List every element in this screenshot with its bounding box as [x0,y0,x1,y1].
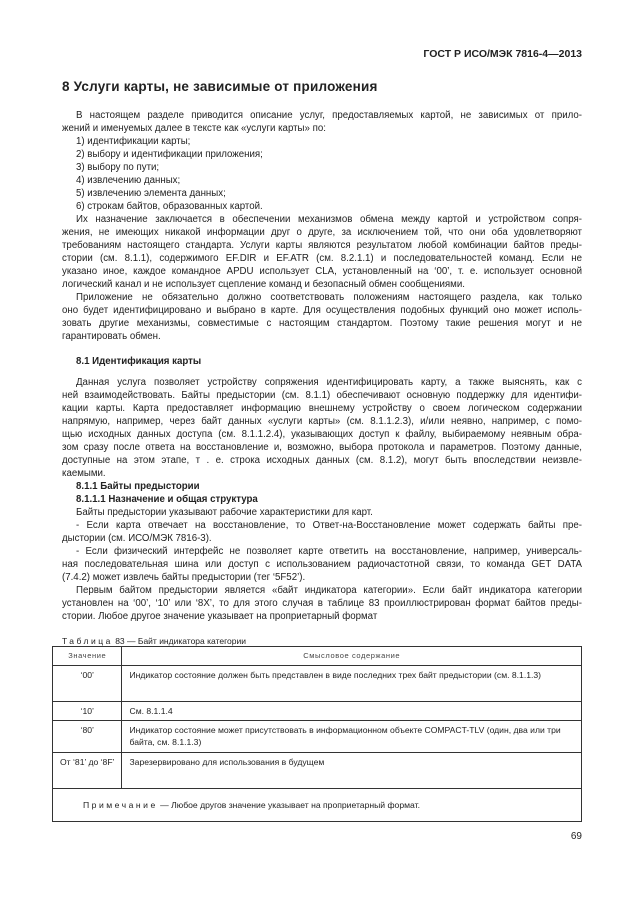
text-line: доступные на этом этапе, т . е. строка исходных данных (см. 8.1.2), могут быть впоследствии неизвле- [62,455,582,466]
table-caption-prefix: Таблица [62,636,113,646]
cell-meaning: Индикатор состояние может присутствовать в информационном объекте COMPACT-TLV (один, два или три байта, см. 8.1.1.3) [122,721,582,753]
text-line: кации карты. Карта предоставляет информацию внешнему устройству о своем логическом содержании [62,403,582,414]
paragraph [62,109,582,135]
table-row [53,753,582,789]
paragraph [62,187,582,200]
paragraph [62,135,582,148]
text-line: 1) идентификации карты; [76,136,191,147]
text-line: требованиям настоящего стандарта. Услуги карты являются результатом любой комбинации байтов преды- [62,240,582,251]
note-text: — Любое другов значение указывает на проприетарный формат. [157,800,420,810]
text-line: Их назначение заключается в обеспечении механизмов обмена между картой и устройством сопря- [76,214,582,225]
table-row [53,666,582,702]
table-caption [62,636,246,646]
text-line: зовать другие механизмы, совместимые с настоящим стандартом. Поэтому такие решения могут и не [62,318,582,329]
text-line: дыстории (см. ИСО/МЭК 7816-3). [62,533,212,544]
paragraph [62,148,582,161]
text-line: стории (см. 8.1.1), содержимого EF.DIR и EF.ATR (см. 8.2.1.1) и последовательностей команд. Если не [62,253,582,264]
cell-value: ‘10’ [53,702,122,721]
text-line: щью исходных данных доступа (см. 8.1.1.2.4), указывающих доступ к файлу, выбираемому неявным обра- [62,429,582,440]
cell-value: ‘00’ [53,666,122,702]
paragraph [62,506,582,519]
paragraph [62,174,582,187]
text-line: каемыми. [62,468,106,479]
cell-value: От ‘81’ до ‘8F’ [53,753,122,789]
category-indicator-table [52,646,582,822]
paragraph [62,584,582,623]
cell-meaning: Индикатор состояние должен быть представлен в виде последних трех байт предыстории (см. 8.1.1.3) [122,666,582,702]
text-line: 2) выбору и идентификации приложения; [76,149,263,160]
text-line: напрямую, например, через байт данных «услуги карты» (см. 8.1.1.2.3), и/или неявно, например, с помо- [62,416,582,427]
text-line: установлен на ‘00’, ‘10’ или ‘8X’, то для этого случая в таблице 83 проиллюстрирован формат байтов преды- [62,598,582,609]
text-line: (7.4.2) может извлечь байты предыстории (тег ‘5F52’). [62,572,306,583]
paragraph [62,213,582,291]
paragraph [62,200,582,213]
paragraph [62,545,582,584]
cell-value: ‘80’ [53,721,122,753]
subsection-heading: 8.1 Идентификация карты [76,356,202,367]
section-title: 8 Услуги карты, не зависимые от приложения [62,79,378,94]
text-line: - Если карта отвечает на восстановление, то Ответ-на-Восстановление может содержать байты пре- [76,520,582,531]
text-line: Первым байтом предыстории является «байт индикатора категории». Если байт индикатора категории [76,585,582,596]
document-header: ГОСТ Р ИСО/МЭК 7816-4—2013 [423,48,582,60]
text-line: 5) извлечению элемента данных; [76,188,226,199]
text-line: оно будет идентифицировано и выбрано в карте. Для осуществления подобных функций оно может исполь- [62,305,582,316]
table-row [53,721,582,753]
text-line: Байты предыстории указывают рабочие характеристики для карт. [76,507,373,518]
text-line: 6) строкам байтов, образованных картой. [76,201,263,212]
table-caption-text: 83 — Байт индикатора категории [115,636,246,646]
paragraph [62,291,582,343]
text-line: ная последовательная шина или доступ с использованием радиочастотной связи, то команда GET DATA [62,559,582,570]
text-line: ней взаимодействовать. Байты предыстории (см. 8.1.1) обеспечивают основную поддержку для идентифи- [62,390,582,401]
text-line: указано иное, каждое командное APDU использует CLA, установленный на ‘00’, т. е. использует основной [62,266,582,277]
text-line: зом сразу после ответа на восстановление и, возможно, выбора протокола и параметров. Поэтому данные, [62,442,582,453]
text-line: - Если физический интерфейс не позволяет карте ответить на восстановление, например, универсаль- [76,546,582,557]
text-line: жения, не имеющих никакой информации друг о друге, за исключением той, что они оба удовлетворяют [62,227,582,238]
table-row [53,702,582,721]
table-header-row [53,647,582,666]
column-header-value: Значение [53,647,122,666]
note-prefix: Примечание [83,800,158,810]
subsection-heading: 8.1.1.1 Назначение и общая структура [76,494,258,505]
text-line: В настоящем разделе приводится описание услуг, предоставляемых картой, не зависимых от прило- [76,110,582,121]
text-line: 3) выбору по пути; [76,162,160,173]
subsection-heading: 8.1.1 Байты предыстории [76,481,200,492]
text-line: жений и именуемых далее в тексте как «услуги карты» по: [62,123,326,134]
text-line: Данная услуга позволяет устройству сопряжения идентифицировать карту, а также выяснять, как с [76,377,582,388]
text-line: гарантировать обмен. [62,331,161,342]
paragraph [62,376,582,480]
table-note-row [53,789,582,822]
paragraph [62,519,582,545]
cell-meaning: Зарезервировано для использования в будущем [122,753,582,789]
cell-meaning: См. 8.1.1.4 [122,702,582,721]
column-header-meaning: Смысловое содержание [122,647,582,666]
text-line: 4) извлечению данных; [76,175,181,186]
text-line: логический канал и не использует сцепление команд и безопасный обмен сообщениями. [62,279,465,290]
table-note [53,789,582,822]
document-body [62,109,582,623]
text-line: стории. Любое другое значение указывает на проприетарный формат [62,611,378,622]
paragraph [62,161,582,174]
page-number: 69 [570,831,582,842]
text-line: Приложение не обязательно должно соответствовать положениям настоящего раздела, как только [76,292,582,303]
